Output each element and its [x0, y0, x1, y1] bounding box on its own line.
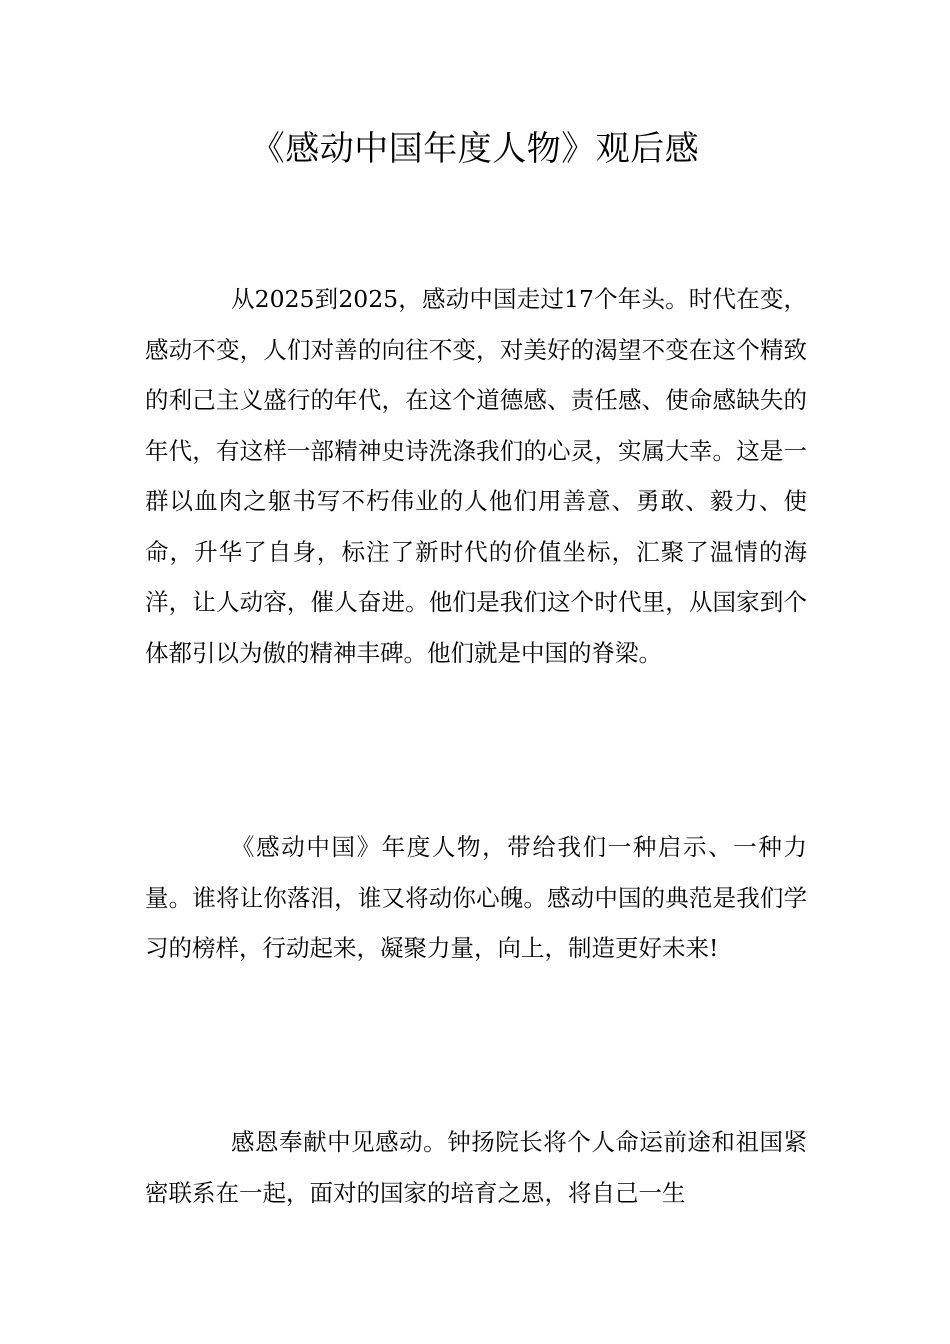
page-title: 《感动中国年度人物》观后感 [250, 129, 700, 169]
paragraph-3: 感恩奉献中见感动。钟扬院长将个人命运前途和祖国紧密联系在一起，面对的国家的培育之恩，将自己一生 [145, 1128, 807, 1207]
paragraph-1: 从2025到2025，感动中国走过17个年头。时代在变，感动不变，人们对善的向往不变，对美好的渴望不变在这个精致的利己主义盛行的年代，在这个道德感、责任感、使命感缺失的年代，有这样一部精神史诗洗涤我们的心灵，实属大幸。这是一群以血肉之躯书写不朽伟业的人他们用善意、勇敢、毅力、使命，升华了自身，标注了新时代的价值坐标，汇聚了温情的海洋，让人动容，催人奋进。他们是我们这个时代里，从国家到个体都引以为傲的精神丰碑。他们就是中国的脊梁。 [145, 285, 807, 667]
paragraph-2: 《感动中国》年度人物，带给我们一种启示、一种力量。谁将让你落泪，谁又将动你心魄。感动中国的典范是我们学习的榜样，行动起来，凝聚力量，向上，制造更好未来! [145, 833, 807, 962]
